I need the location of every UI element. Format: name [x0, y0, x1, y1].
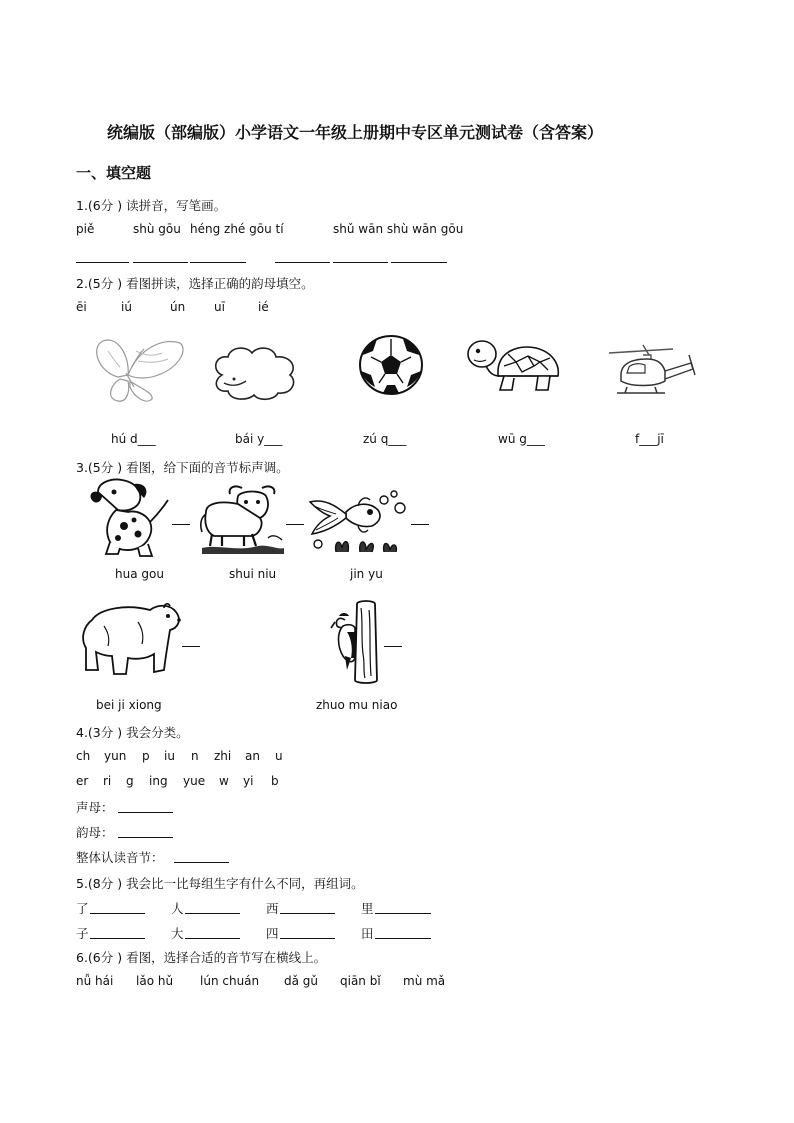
q2-option-4: uī — [214, 300, 225, 314]
question-2-stem: 2.(5分 ) 看图拼读，选择正确的韵母填空。 — [76, 276, 314, 291]
q4-row2-8: b — [271, 774, 279, 788]
q4-row2-1: er — [76, 774, 89, 788]
q4-answer-finals[interactable] — [118, 837, 173, 838]
q4-row1-4: iu — [164, 749, 175, 763]
q4-row1-1: ch — [76, 749, 91, 763]
q5-answer-8[interactable] — [375, 938, 431, 939]
q4-row2-2: ri — [103, 774, 112, 788]
q4-row2-5: yue — [183, 774, 206, 788]
q6-option-5: qiān bǐ — [340, 974, 381, 988]
q3-tone-line-bear[interactable] — [182, 646, 200, 647]
q1-pinyin-2: shù gōu — [133, 222, 181, 236]
q5-char-1: 了 — [76, 901, 89, 916]
q4-category-whole-syllables: 整体认读音节： — [76, 850, 164, 865]
q4-answer-initials[interactable] — [118, 812, 173, 813]
q5-char-8: 田 — [361, 926, 374, 941]
q3-tone-line-woodpecker[interactable] — [384, 646, 402, 647]
turtle-icon — [464, 338, 560, 396]
q5-answer-1[interactable] — [90, 913, 145, 914]
q3-label-dog: hua gou — [115, 567, 164, 581]
question-1-stem: 1.(6分 ) 读拼音，写笔画。 — [76, 198, 227, 213]
q4-row2-6: w — [219, 774, 229, 788]
q2-option-3: ún — [170, 300, 186, 314]
q4-row2-7: yi — [243, 774, 254, 788]
q5-answer-4[interactable] — [375, 913, 431, 914]
q2-label-cloud: bái y___ — [235, 432, 283, 446]
q1-answer-line-3[interactable] — [190, 262, 246, 263]
q5-char-5: 子 — [76, 926, 89, 941]
q2-label-butterfly: hú d___ — [111, 432, 156, 446]
q1-pinyin-4: shǔ wān shù wān gōu — [333, 222, 464, 236]
q6-option-4: dǎ gǔ — [284, 974, 319, 988]
q5-answer-2[interactable] — [185, 913, 240, 914]
page-title: 统编版（部编版）小学语文一年级上册期中专区单元测试卷（含答案） — [107, 123, 604, 142]
q3-label-woodpecker: zhuo mu niao — [316, 698, 398, 712]
q4-row1-8: u — [275, 749, 283, 763]
question-5-stem: 5.(8分 ) 我会比一比每组生字有什么不同，再组词。 — [76, 876, 364, 891]
q2-label-ball: zú q___ — [363, 432, 407, 446]
section-heading: 一、填空题 — [76, 164, 152, 182]
q1-pinyin-3: héng zhé gōu tí — [190, 222, 284, 236]
q2-label-turtle: wū g___ — [498, 432, 545, 446]
q3-label-bear: bei ji xiong — [96, 698, 162, 712]
q5-answer-6[interactable] — [185, 938, 240, 939]
q6-option-2: lǎo hǔ — [136, 974, 174, 988]
butterfly-icon — [88, 337, 188, 405]
polar-bear-icon — [78, 598, 182, 680]
q6-option-3: lún chuán — [200, 974, 260, 988]
helicopter-icon — [603, 341, 699, 401]
q2-option-5: ié — [258, 300, 269, 314]
dog-icon — [88, 478, 170, 558]
q3-tone-line-buffalo[interactable] — [286, 524, 304, 525]
q5-answer-5[interactable] — [90, 938, 145, 939]
buffalo-icon — [198, 484, 286, 556]
woodpecker-icon — [331, 598, 381, 684]
q4-answer-whole-syllables[interactable] — [174, 862, 229, 863]
question-6-stem: 6.(6分 ) 看图，选择合适的音节写在横线上。 — [76, 950, 327, 965]
q4-row1-2: yun — [104, 749, 127, 763]
q3-tone-line-dog[interactable] — [172, 524, 190, 525]
q1-answer-line-5[interactable] — [333, 262, 388, 263]
question-4-stem: 4.(3分 ) 我会分类。 — [76, 725, 189, 740]
question-3-stem: 3.(5分 ) 看图，给下面的音节标声调。 — [76, 460, 289, 475]
q2-label-helicopter: f___jī — [635, 432, 664, 446]
q4-row2-3: g — [126, 774, 134, 788]
q1-answer-line-2[interactable] — [133, 262, 188, 263]
q3-tone-line-goldfish[interactable] — [411, 524, 429, 525]
q4-row1-3: p — [142, 749, 150, 763]
q3-label-buffalo: shui niu — [229, 567, 277, 581]
q5-char-3: 西 — [266, 901, 279, 916]
q5-char-4: 里 — [361, 901, 374, 916]
q5-answer-3[interactable] — [280, 913, 335, 914]
q5-answer-7[interactable] — [280, 938, 335, 939]
q1-answer-line-6[interactable] — [391, 262, 447, 263]
q4-category-finals: 韵母： — [76, 825, 114, 840]
goldfish-icon — [306, 488, 410, 554]
q1-answer-line-4[interactable] — [275, 262, 330, 263]
q4-row1-6: zhi — [214, 749, 232, 763]
q2-option-2: iú — [121, 300, 132, 314]
q4-row1-7: an — [245, 749, 260, 763]
q4-category-initials: 声母： — [76, 800, 114, 815]
q6-option-6: mù mǎ — [403, 974, 446, 988]
q1-answer-line-1[interactable] — [76, 262, 129, 263]
q5-char-6: 大 — [171, 926, 184, 941]
q4-row2-4: ing — [149, 774, 168, 788]
q5-char-2: 人 — [171, 901, 184, 916]
q6-option-1: nǚ hái — [76, 974, 114, 988]
q1-pinyin-1: piě — [76, 222, 95, 236]
soccer-ball-icon — [359, 335, 423, 395]
q3-label-goldfish: jin yu — [350, 567, 383, 581]
cloud-icon — [212, 345, 297, 401]
q2-option-1: ēi — [76, 300, 87, 314]
q5-char-7: 四 — [266, 926, 279, 941]
q4-row1-5: n — [191, 749, 199, 763]
